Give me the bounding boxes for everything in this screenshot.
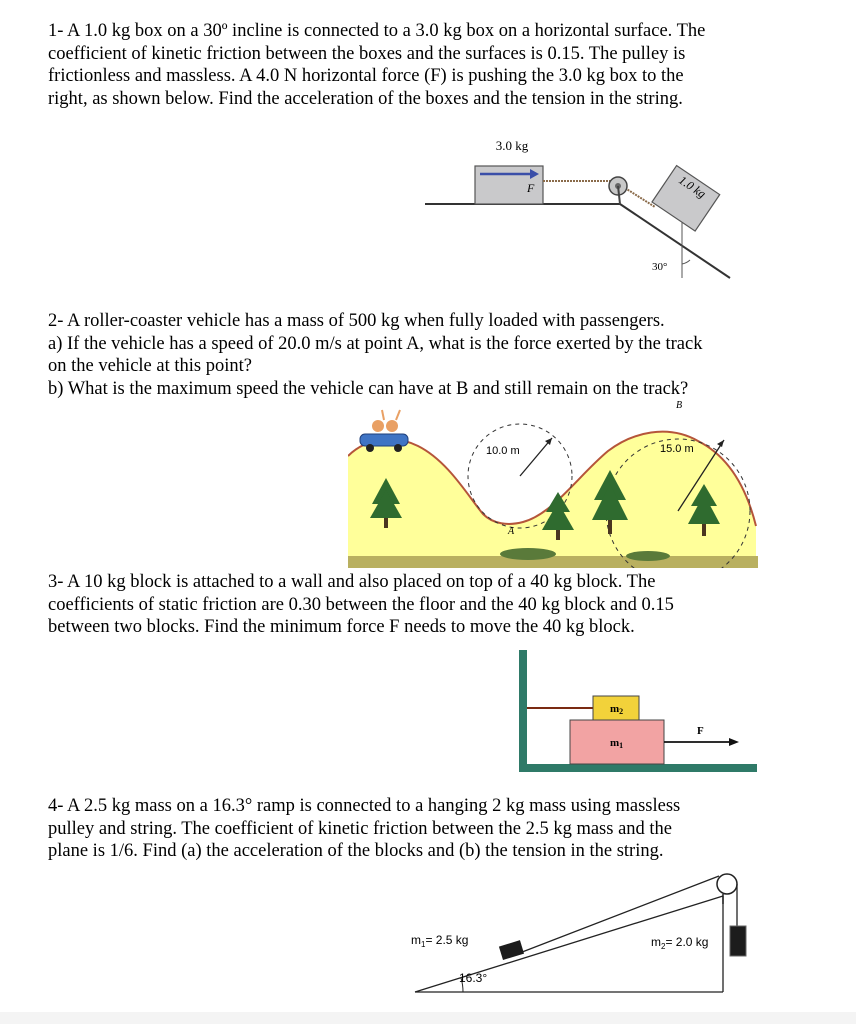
block-m2-label: m2 bbox=[610, 703, 624, 716]
problem-4-line-3: plane is 1/6. Find (a) the acceleration of the blocks and (b) the tension in the string. bbox=[48, 841, 664, 861]
problem-1-line-4: right, as shown below. Find the acceleration of the boxes and the tension in the string. bbox=[48, 88, 683, 109]
angle-label: 30° bbox=[652, 261, 668, 273]
force-label: F bbox=[527, 181, 535, 195]
wall bbox=[519, 650, 527, 772]
figure-4-ramp-pulley bbox=[405, 864, 755, 996]
m2-label: $m_2= 2.0$ kg bbox=[651, 935, 709, 951]
problem-2-line-3: on the vehicle at this point? bbox=[48, 356, 252, 376]
figure-1-incline-diagram bbox=[420, 128, 750, 288]
point-b-label: B bbox=[676, 400, 683, 411]
problem-1-line-1: 1- A 1.0 kg box on a 30º incline is connected to a 3.0 kg box on a horizontal surface. The bbox=[48, 21, 706, 41]
problem-4-line-1: 4- A 2.5 kg mass on a 16.3° ramp is connected to a hanging 2 kg mass using massless bbox=[48, 796, 681, 816]
coaster-vehicle bbox=[360, 410, 408, 452]
problem-3-text bbox=[48, 571, 760, 639]
problem-2-line-1: 2- A roller-coaster vehicle has a mass of 500 kg when fully loaded with passengers. bbox=[48, 311, 665, 331]
box-3kg-label: 3.0 kg bbox=[495, 138, 529, 153]
problem-2-line-4: b) What is the maximum speed the vehicle can have at B and still remain on the track? bbox=[48, 378, 689, 399]
problem-1-text bbox=[48, 20, 760, 110]
angle-label: 16.3° bbox=[459, 971, 488, 985]
problem-3-line-1: 3- A 10 kg block is attached to a wall and also placed on top of a 40 kg block. The bbox=[48, 572, 656, 592]
force-label: F bbox=[697, 725, 704, 737]
m1-label: $m_1= 2.5$ kg bbox=[411, 933, 469, 949]
block-m1-label: m1 bbox=[610, 737, 624, 750]
box-1kg-label: 1.0 kg bbox=[676, 172, 709, 201]
figure-2-roller-coaster bbox=[348, 396, 758, 568]
page-bottom-edge bbox=[0, 1012, 856, 1024]
problem-1-line-2: coefficient of kinetic friction between the boxes and the surfaces is 0.15. The pulley is bbox=[48, 43, 686, 64]
radius-a-arrowhead bbox=[545, 438, 552, 445]
floor bbox=[519, 764, 757, 772]
ground bbox=[348, 556, 758, 568]
point-a-label: A bbox=[508, 526, 515, 537]
problem-3-line-2: coefficients of static friction are 0.30 between the floor and the 40 kg block and 0.15 bbox=[48, 594, 674, 615]
mass-m1-block bbox=[499, 940, 524, 960]
problem-1-line-3: frictionless and massless. A 4.0 N horizontal force (F) is pushing the 3.0 kg box to the bbox=[48, 66, 684, 86]
mass-m2-block bbox=[730, 926, 746, 956]
string-incline bbox=[625, 188, 655, 207]
problem-4-line-2: pulley and string. The coefficient of kinetic friction between the 2.5 kg mass and the bbox=[48, 818, 673, 839]
radius-a-label: 10.0 m bbox=[486, 445, 520, 457]
problem-4-text bbox=[48, 795, 760, 863]
problem-2-text bbox=[48, 310, 760, 400]
pulley bbox=[717, 874, 737, 894]
radius-b-label: 15.0 m bbox=[660, 443, 694, 455]
radius-a-line bbox=[520, 438, 552, 476]
radius-b-arrowhead bbox=[717, 440, 724, 447]
figure-3-block-diagram bbox=[515, 646, 765, 776]
force-arrow-head bbox=[729, 738, 739, 746]
problem-2-line-2: a) If the vehicle has a speed of 20.0 m/s at point A, what is the force exerted by the track bbox=[48, 333, 703, 354]
problem-3-line-3: between two blocks. Find the minimum force F needs to move the 40 kg block. bbox=[48, 617, 635, 637]
